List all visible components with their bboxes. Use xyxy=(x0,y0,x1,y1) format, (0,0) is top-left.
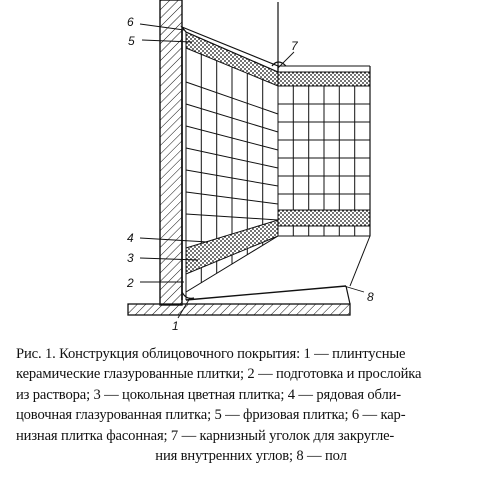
plinth-tile-curve xyxy=(182,292,194,298)
figure-caption xyxy=(16,344,486,466)
callout-1: 1 xyxy=(172,319,179,333)
callout-8: 8 xyxy=(367,290,374,304)
callout-6: 6 xyxy=(127,15,134,29)
caption-line: керамические глазурованные плитки; 2 — подготовка и прослойка xyxy=(16,366,422,383)
frieze-band-right xyxy=(278,72,370,86)
floor-surface xyxy=(186,286,346,300)
callout-2: 2 xyxy=(127,276,134,290)
callout-5: 5 xyxy=(128,34,135,48)
caption-line: низная плитка фасонная; 7 — карнизный уголок для закругле- xyxy=(16,427,395,444)
callout-3: 3 xyxy=(127,251,134,265)
caption-line: цовочная глазурованная плитка; 5 — фризовая плитка; 6 — кар- xyxy=(16,407,406,424)
caption-line: Рис. 1. Конструкция облицовочного покрытия: 1 — плинтусные xyxy=(16,346,406,362)
callout-4: 4 xyxy=(127,231,134,245)
caption-line: ния внутренних углов; 8 — пол xyxy=(155,448,347,465)
callout-7: 7 xyxy=(291,39,298,53)
floor-slab xyxy=(128,304,350,315)
caption-line: из раствора; 3 — цокольная цветная плитка; 4 — рядовая обли- xyxy=(16,386,401,403)
plinth-band-right xyxy=(278,210,370,226)
